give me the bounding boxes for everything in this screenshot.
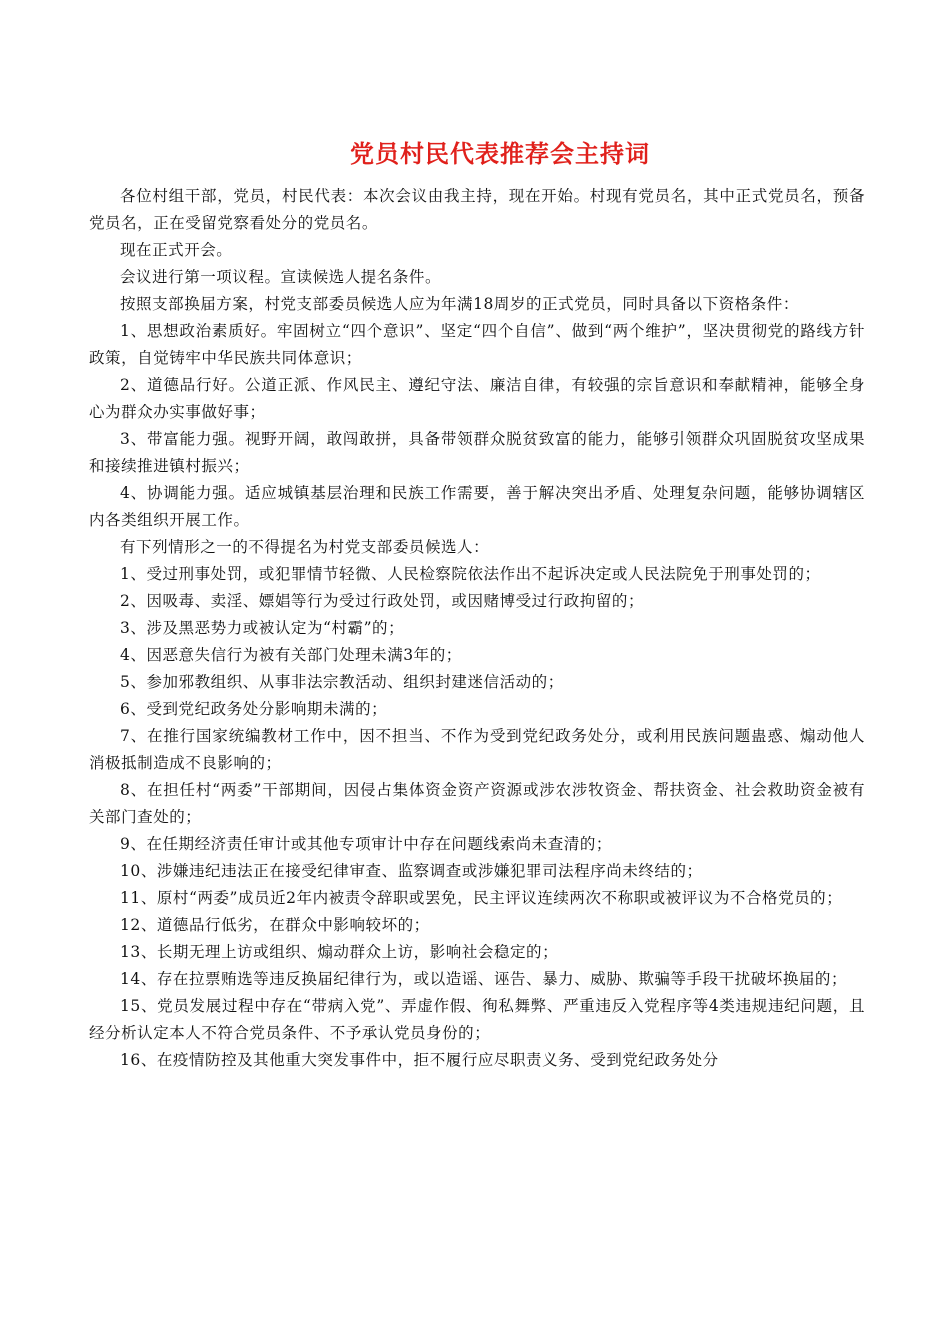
list-item: 10、涉嫌违纪违法正在接受纪律审查、监察调查或涉嫌犯罪司法程序尚未终结的；	[120, 862, 703, 880]
document-body	[89, 183, 865, 1074]
list-item: 4、协调能力强。适应城镇基层治理和民族工作需要，善于解决突出矛盾、处理复杂问题，能够协调辖区内各类组织开展工作。	[89, 484, 865, 529]
list-item: 2、道德品行好。公道正派、作风民主、遵纪守法、廉洁自律，有较强的宗旨意识和奉献精神，能够全身心为群众办实事做好事；	[89, 376, 865, 421]
list-item: 1、思想政治素质好。牢固树立“四个意识”、坚定“四个自信”、做到“两个维护”，坚决贯彻党的路线方针政策，自觉铸牢中华民族共同体意识；	[89, 322, 865, 367]
paragraph: 现在正式开会。	[120, 241, 233, 259]
list-item: 11、原村“两委”成员近2年内被责令辞职或罢免，民主评议连续两次不称职或被评议为不合格党员的；	[120, 889, 843, 907]
list-item: 8、在担任村“两委”干部期间，因侵占集体资金资产资源或涉农涉牧资金、帮扶资金、社会救助资金被有关部门查处的；	[89, 781, 865, 826]
paragraph: 有下列情形之一的不得提名为村党支部委员候选人：	[120, 538, 490, 556]
list-item: 12、道德品行低劣，在群众中影响较坏的；	[120, 916, 430, 934]
list-item: 7、在推行国家统编教材工作中，因不担当、不作为受到党纪政务处分，或利用民族问题蛊惑、煽动他人消极抵制造成不良影响的；	[89, 727, 865, 772]
document-title: 党员村民代表推荐会主持词	[350, 140, 650, 168]
list-item: 5、参加邪教组织、从事非法宗教活动、组织封建迷信活动的；	[120, 673, 564, 691]
list-item: 3、带富能力强。视野开阔，敢闯敢拼，具备带领群众脱贫致富的能力，能够引领群众巩固脱贫攻坚成果和接续推进镇村振兴；	[89, 430, 865, 475]
list-item: 16、在疫情防控及其他重大突发事件中，拒不履行应尽职责义务、受到党纪政务处分	[120, 1051, 719, 1069]
list-item: 2、因吸毒、卖淫、嫖娼等行为受过行政处罚，或因赌博受过行政拘留的；	[120, 592, 645, 610]
list-item: 6、受到党纪政务处分影响期未满的；	[120, 700, 388, 718]
paragraph: 会议进行第一项议程。宣读候选人提名条件。	[120, 268, 442, 286]
list-item: 9、在任期经济责任审计或其他专项审计中存在问题线索尚未查清的；	[120, 835, 612, 853]
paragraph: 按照支部换届方案，村党支部委员候选人应为年满18周岁的正式党员，同时具备以下资格条件：	[120, 295, 799, 313]
list-item: 14、存在拉票贿选等违反换届纪律行为，或以造谣、诬告、暴力、威胁、欺骗等手段干扰破坏换届的；	[120, 970, 848, 988]
list-item: 13、长期无理上访或组织、煽动群众上访，影响社会稳定的；	[120, 943, 559, 961]
list-item: 15、党员发展过程中存在“带病入党”、弄虚作假、徇私舞弊、严重违反入党程序等4类违规违纪问题，且经分析认定本人不符合党员条件、不予承认党员身份的；	[89, 997, 865, 1042]
list-item: 3、涉及黑恶势力或被认定为“村霸”的；	[120, 619, 405, 637]
paragraph: 各位村组干部，党员，村民代表：本次会议由我主持，现在开始。村现有党员名，其中正式党员名，预备党员名，正在受留党察看处分的党员名。	[89, 187, 865, 232]
list-item: 4、因恶意失信行为被有关部门处理未满3年的；	[120, 646, 462, 664]
list-item: 1、受过刑事处罚，或犯罪情节轻微、人民检察院依法作出不起诉决定或人民法院免于刑事处罚的；	[120, 565, 821, 583]
